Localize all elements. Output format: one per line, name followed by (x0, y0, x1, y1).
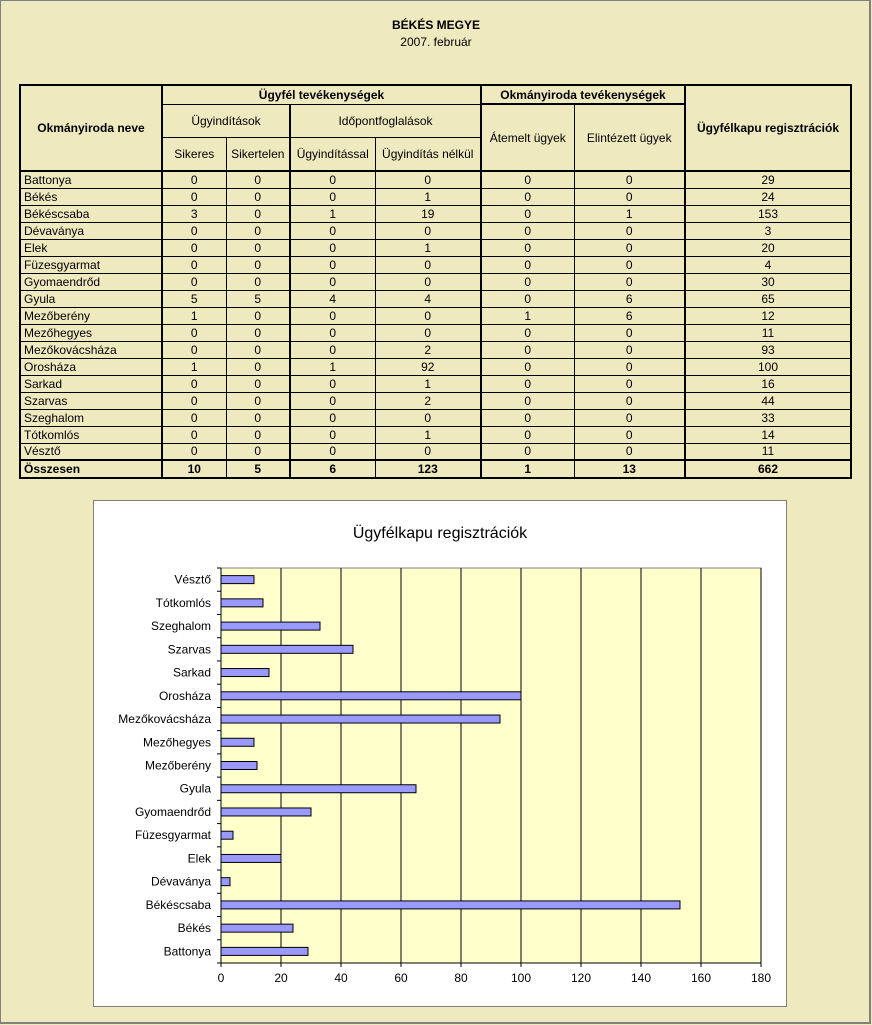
cell-value: 1 (375, 239, 481, 256)
y-tick-label: Békéscsaba (145, 897, 211, 912)
cell-value: 0 (162, 273, 226, 290)
cell-value: 0 (481, 256, 574, 273)
cell-value: 0 (226, 307, 290, 324)
office-name: Békéscsaba (20, 205, 162, 222)
header-office-name: Okmányiroda neve (20, 85, 162, 171)
x-tick-label: 20 (274, 971, 288, 985)
cell-value: 29 (685, 171, 851, 188)
bar (221, 947, 308, 955)
cell-value: 0 (574, 324, 685, 341)
y-tick-label: Battonya (163, 944, 211, 959)
cell-value: 0 (226, 273, 290, 290)
cell-value: 0 (574, 443, 685, 460)
cell-value: 0 (290, 409, 375, 426)
cell-value: 0 (481, 375, 574, 392)
cell-value: 0 (226, 443, 290, 460)
cell-value: 0 (226, 188, 290, 205)
office-name: Békés (20, 188, 162, 205)
office-name: Mezőkovácsháza (20, 341, 162, 358)
office-name: Dévaványa (20, 222, 162, 239)
bar (221, 831, 233, 839)
cell-value: 11 (685, 324, 851, 341)
cell-value: 0 (226, 358, 290, 375)
table-row (20, 358, 851, 375)
bar (221, 738, 254, 746)
cell-value: 0 (481, 290, 574, 307)
cell-value: 0 (162, 171, 226, 188)
header-col-1: Sikertelen (226, 137, 290, 171)
y-tick-label: Sarkad (172, 665, 211, 680)
x-tick-label: 160 (690, 971, 712, 985)
total-value: 1 (481, 460, 574, 478)
bar (221, 901, 680, 909)
cell-value: 0 (290, 307, 375, 324)
total-value: 10 (162, 460, 226, 478)
table-row (20, 341, 851, 358)
office-name: Vésztő (20, 443, 162, 460)
y-tick-label: Elek (187, 851, 211, 866)
cell-value: 0 (290, 324, 375, 341)
cell-value: 0 (226, 205, 290, 222)
total-value: 662 (685, 460, 851, 478)
cell-value: 0 (481, 426, 574, 443)
cell-value: 0 (375, 409, 481, 426)
cell-value: 100 (685, 358, 851, 375)
cell-value: 0 (290, 392, 375, 409)
cell-value: 0 (574, 256, 685, 273)
cell-value: 0 (162, 256, 226, 273)
cell-value: 0 (162, 392, 226, 409)
office-name: Orosháza (20, 358, 162, 375)
cell-value: 0 (162, 375, 226, 392)
cell-value: 153 (685, 205, 851, 222)
cell-value: 6 (574, 307, 685, 324)
table-row (20, 443, 851, 460)
cell-value: 0 (162, 324, 226, 341)
cell-value: 0 (375, 256, 481, 273)
cell-value: 0 (226, 375, 290, 392)
cell-value: 3 (162, 205, 226, 222)
table-row (20, 392, 851, 409)
office-name: Mezőhegyes (20, 324, 162, 341)
total-value: 5 (226, 460, 290, 478)
cell-value: 1 (375, 426, 481, 443)
bar (221, 785, 416, 793)
cell-value: 92 (375, 358, 481, 375)
cell-value: 0 (375, 222, 481, 239)
cell-value: 0 (574, 392, 685, 409)
cell-value: 0 (290, 341, 375, 358)
table-row (20, 171, 851, 188)
cell-value: 0 (226, 239, 290, 256)
header-case-starts: Ügyindítások (162, 104, 290, 137)
cell-value: 0 (290, 273, 375, 290)
bar-chart (94, 501, 786, 1006)
header-ugyfelkapu: Ügyfélkapu regisztrációk (685, 85, 851, 171)
table-row (20, 307, 851, 324)
cell-value: 14 (685, 426, 851, 443)
cell-value: 3 (685, 222, 851, 239)
cell-value: 0 (162, 443, 226, 460)
cell-value: 6 (574, 290, 685, 307)
cell-value: 0 (162, 222, 226, 239)
total-label: Összesen (20, 460, 162, 478)
y-tick-label: Mezőberény (144, 758, 211, 773)
total-value: 13 (574, 460, 685, 478)
cell-value: 0 (162, 239, 226, 256)
office-name: Füzesgyarmat (20, 256, 162, 273)
header-col-3: Ügyindítás nélkül (375, 137, 481, 171)
cell-value: 16 (685, 375, 851, 392)
cell-value: 1 (290, 358, 375, 375)
cell-value: 0 (481, 358, 574, 375)
cell-value: 0 (481, 188, 574, 205)
chart-container (93, 500, 787, 1007)
cell-value: 0 (226, 222, 290, 239)
bar (221, 715, 500, 723)
cell-value: 0 (226, 426, 290, 443)
y-tick-label: Vésztő (174, 572, 211, 587)
cell-value: 2 (375, 341, 481, 358)
cell-value: 0 (574, 222, 685, 239)
cell-value: 0 (481, 392, 574, 409)
cell-value: 5 (162, 290, 226, 307)
cell-value: 1 (375, 375, 481, 392)
table-row (20, 409, 851, 426)
bar (221, 878, 230, 886)
table-row (20, 205, 851, 222)
cell-value: 44 (685, 392, 851, 409)
table-row (20, 273, 851, 290)
x-tick-label: 120 (570, 971, 592, 985)
bar (221, 669, 269, 677)
office-name: Sarkad (20, 375, 162, 392)
y-tick-label: Mezőhegyes (142, 735, 211, 750)
y-tick-label: Dévaványa (150, 874, 211, 889)
cell-value: 1 (290, 205, 375, 222)
x-tick-label: 0 (217, 971, 225, 985)
cell-value: 0 (290, 222, 375, 239)
total-row (20, 460, 851, 478)
cell-value: 1 (481, 307, 574, 324)
cell-value: 0 (574, 273, 685, 290)
table-row (20, 375, 851, 392)
cell-value: 1 (162, 307, 226, 324)
bar (221, 645, 353, 653)
total-value: 6 (290, 460, 375, 478)
cell-value: 0 (481, 409, 574, 426)
cell-value: 20 (685, 239, 851, 256)
cell-value: 33 (685, 409, 851, 426)
total-value: 123 (375, 460, 481, 478)
office-name: Tótkomlós (20, 426, 162, 443)
table-row (20, 324, 851, 341)
cell-value: 0 (226, 409, 290, 426)
cell-value: 4 (375, 290, 481, 307)
bar (221, 924, 293, 932)
cell-value: 0 (375, 171, 481, 188)
cell-value: 30 (685, 273, 851, 290)
y-tick-label: Mezőkovácsháza (118, 712, 211, 727)
cell-value: 4 (685, 256, 851, 273)
y-tick-label: Tótkomlós (155, 595, 211, 610)
cell-value: 0 (162, 426, 226, 443)
cell-value: 0 (290, 188, 375, 205)
header-col-0: Sikeres (162, 137, 226, 171)
office-name: Mezőberény (20, 307, 162, 324)
office-name: Elek (20, 239, 162, 256)
bar (221, 762, 257, 770)
cell-value: 0 (226, 324, 290, 341)
header-client-activities: Ügyfél tevékenységek (162, 85, 481, 104)
cell-value: 0 (226, 341, 290, 358)
cell-value: 0 (481, 171, 574, 188)
office-name: Battonya (20, 171, 162, 188)
cell-value: 0 (481, 273, 574, 290)
page-subtitle: 2007. február (400, 35, 472, 49)
y-tick-label: Szeghalom (150, 619, 211, 634)
cell-value: 0 (574, 188, 685, 205)
office-name: Szarvas (20, 392, 162, 409)
cell-value: 93 (685, 341, 851, 358)
cell-value: 0 (574, 409, 685, 426)
page-title: BÉKÉS MEGYE (391, 18, 481, 32)
x-tick-label: 60 (394, 971, 408, 985)
table-row (20, 222, 851, 239)
cell-value: 0 (574, 171, 685, 188)
cell-value: 4 (290, 290, 375, 307)
cell-value: 0 (481, 324, 574, 341)
office-name: Gyula (20, 290, 162, 307)
office-name: Szeghalom (20, 409, 162, 426)
bar (221, 854, 281, 862)
cell-value: 0 (574, 358, 685, 375)
cell-value: 2 (375, 392, 481, 409)
cell-value: 65 (685, 290, 851, 307)
bar (221, 576, 254, 584)
header-col-2: Ügyindítással (290, 137, 375, 171)
cell-value: 0 (574, 375, 685, 392)
table-row (20, 239, 851, 256)
bar (221, 692, 521, 700)
cell-value: 0 (226, 392, 290, 409)
cell-value: 0 (481, 239, 574, 256)
cell-value: 1 (375, 188, 481, 205)
x-tick-label: 180 (750, 971, 772, 985)
table-row (20, 426, 851, 443)
cell-value: 12 (685, 307, 851, 324)
y-tick-label: Füzesgyarmat (134, 828, 211, 843)
cell-value: 0 (162, 188, 226, 205)
cell-value: 0 (290, 443, 375, 460)
cell-value: 0 (226, 256, 290, 273)
y-tick-label: Gyomaendrőd (134, 804, 211, 819)
cell-value: 19 (375, 205, 481, 222)
cell-value: 0 (481, 205, 574, 222)
x-tick-label: 40 (334, 971, 348, 985)
bar (221, 622, 320, 630)
cell-value: 0 (375, 443, 481, 460)
cell-value: 0 (481, 341, 574, 358)
cell-value: 0 (162, 341, 226, 358)
y-tick-label: Gyula (179, 781, 211, 796)
bar (221, 599, 263, 607)
header-appointments: Időpontfoglalások (290, 104, 481, 137)
cell-value: 0 (481, 443, 574, 460)
cell-value: 1 (574, 205, 685, 222)
table-row (20, 256, 851, 273)
cell-value: 0 (290, 256, 375, 273)
cell-value: 1 (162, 358, 226, 375)
header-office-activities: Okmányiroda tevékenységek (481, 85, 685, 104)
chart-title: Ügyfélkapu regisztrációk (352, 525, 528, 542)
cell-value: 0 (375, 273, 481, 290)
bar (221, 808, 311, 816)
cell-value: 0 (574, 239, 685, 256)
cell-value: 0 (290, 375, 375, 392)
y-tick-label: Békés (177, 921, 211, 936)
cell-value: 0 (290, 171, 375, 188)
office-name: Gyomaendrőd (20, 273, 162, 290)
table-row (20, 290, 851, 307)
cell-value: 0 (375, 307, 481, 324)
cell-value: 0 (574, 426, 685, 443)
cell-value: 24 (685, 188, 851, 205)
header-transferred: Átemelt ügyek (481, 104, 574, 171)
cell-value: 0 (375, 324, 481, 341)
header-completed: Elintézett ügyek (574, 104, 685, 171)
cell-value: 0 (290, 239, 375, 256)
cell-value: 0 (290, 426, 375, 443)
x-tick-label: 100 (510, 971, 532, 985)
cell-value: 0 (162, 409, 226, 426)
x-tick-label: 80 (454, 971, 468, 985)
cell-value: 5 (226, 290, 290, 307)
cell-value: 0 (226, 171, 290, 188)
cell-value: 11 (685, 443, 851, 460)
x-tick-label: 140 (630, 971, 652, 985)
table-row (20, 188, 851, 205)
y-tick-label: Szarvas (167, 642, 211, 657)
y-tick-label: Orosháza (158, 688, 211, 703)
cell-value: 0 (481, 222, 574, 239)
statistics-table (19, 84, 852, 479)
cell-value: 0 (574, 341, 685, 358)
